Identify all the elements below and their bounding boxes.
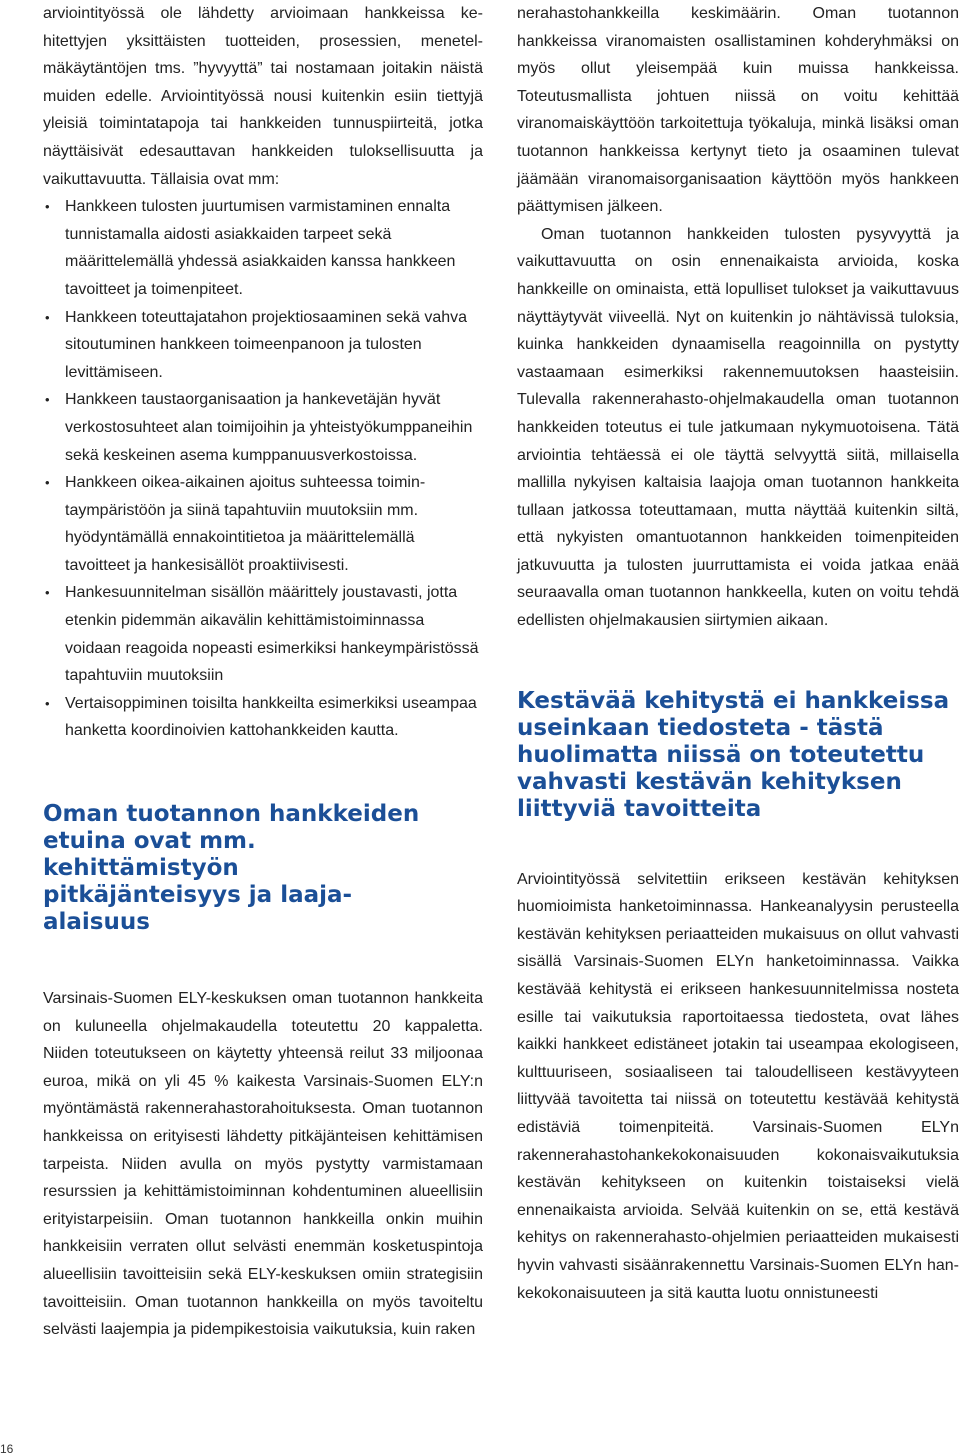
list-item: • Hankkeen tulosten juurtumisen varmistaminen ennalta tunnistamalla aidosti asiakkaiden tarpeet sekä määrittelemällä yhdessä asiakkaiden kanssa hankkeen tavoitteet ja toimenpiteet. <box>43 193 483 303</box>
list-item: • Hankkeen toteuttajatahon projektiosaaminen sekä vahva sitoutuminen hankkeen toimeenpanoon ja tulosten levittämiseen. <box>43 304 483 387</box>
section-heading: Kestävää kehitystä ei hankkeissa useinkaan tiedosteta - tästä huolimatta niissä on toteutettu vahvasti kestävän kehityksen liittyviä tavoitteita <box>517 687 950 822</box>
body-paragraph: Oman tuotannon hankkeiden tulosten pysyvyyttä ja vaikuttavuutta on osin ennenaikaista arvioida, koska hankkeille on ominaista, että lopulliset tulokset ja vaikuttavuus näyttäytyvät viiveellä. Nyt on kuitenkin jo nähtävissä tuloksia, kuinka hankkeiden dynaamisella reagoinnilla on pystytty vastaamaan esimerkiksi rakennemuutoksen haasteisiin. Tulevalla rakennerahasto-ohjelmakaudella oman tuotannon hankkeiden toteutus ei tule jatkumaan nykymuotoisena. Tätä arviointia tehtäessä ei ole täyttä selvyyttä siitä, millaisella mallilla nykyisen kaltaisia laajoja oman tuotannon hankkeita tullaan jatkossa toteuttamaan, mutta näyttää kuitenkin siltä, että nykyisten omantuotannon hankkeiden toimenpiteiden jatkuvuutta ja tulosten juurruttamista ei voida jatkaa enää seuraavalla oman tuotannon hankkeella, kuten on voitu tehdä edellisten ohjelmakausien siirtymien aikaan. <box>517 225 959 630</box>
body-paragraph: Arviointityössä selvitettiin erikseen kestävän kehityksen huomioimista hanketoiminnassa. Hankeanalyysin perusteella kestävän kehityksen periaatteiden mukaisuus on ollut vahvasti sisällä Varsinais-Suomen ELYn hanketoiminnassa. Vaikka kestävää kehitystä ei erikseen hankesuunnitelmissa nosteta esille tai vaikutuksia raportoitaessa tiedosteta, ovat lähes kaikki hankkeet edistäneet jotakin tai useampaa ekologiseen, kulttuuriseen, sosiaaliseen tai taloudelliseen kestävyyteen liittyvää tavoitetta tai niissä on toteutettu kestävää kehitystä edistäviä toimenpiteitä. Varsinais-Suomen ELYn rakennerahastohankekokonaisuuden kokonaisvaikutuksia kestävän kehitykseen on kuitenkin toistaiseksi vielä ennenaikaista arvioida. Selvää kuitenkin on se, että kestävä kehitys on rakennerahasto-ohjelmien periaatteiden mukaisesti hyvin vahvasti sisäänrakennettu Varsinais-Suomen ELYn hankekokonaisuuteen ja sitä kautta luotu onnistuneesti <box>517 870 959 1302</box>
section-heading: Oman tuotannon hankkeiden etuina ovat mm. kehittämistyön pitkäjänteisyys ja laaja-alaisuus <box>43 801 420 936</box>
body-paragraph: Varsinais-Suomen ELY-keskuksen oman tuotannon hankkeita on kuluneella ohjelmakaudella toteutettu 20 kappaletta. Niiden toteutukseen on käytetty yhteensä reilut 33 miljoonaa euroa, mikä on yli 45 % kaikesta Varsinais-Suomen ELY:n myöntämästä rakennerahastorahoituksesta. Oman tuotannon hankkeissa on erityisesti lähdetty pitkäjänteisen kehittämisen tarpeista. Niiden avulla on myös pystytty varmistamaan resurssien ja kehittämistoiminnan kohdentuminen alueellisiin erityistarpeisiin. Oman tuotannon hankkeilla onkin muihin hankkeisiin verraten ollut selvästi enemmän kosketuspintoja alueellisiin tavoitteisiin sekä ELY-keskuksen omiin strategisiin tavoitteisiin. Oman tuotannon hankkeilla on myös tavoiteltu selvästi laajempia ja pidempikestoisia vaikutuksia, kuin raken <box>43 990 483 1339</box>
list-item: • Hankkeen taustaorganisaation ja hankevetäjän hyvät verkostosuhteet alan toimijoihin ja yhteistyökumppaneihin sekä keskeinen asema kumppanuusverkostoissa. <box>43 386 483 469</box>
list-item: • Vertaisoppiminen toisilta hankkeilta esimerkiksi useampaa hanketta koordinoivien kattohankkeiden kautta. <box>43 690 483 745</box>
body-paragraph: nerahastohankkeilla keskimäärin. Oman tuotannon hankkeissa viranomaisten osallistaminen kohderyhmäksi on myös ollut yleisempää kuin muissa hankkeissa. Toteutusmallista johtuen niissä on voitu kehittää viranomaiskäyttöön tarkoitettuja työkaluja, minkä lisäksi oman tuotannon hankkeissa kertynyt tieto ja osaaminen tulevat jäämään viranomaisorganisaation käyttöön myös hankkeen päättymisen jälkeen. <box>517 5 959 216</box>
left-column <box>43 0 483 1344</box>
list-item: • Hankkeen oikea-aikainen ajoitus suhteessa toimintaympäristöön ja siinä tapahtuviin muutoksiin mm. hyödyntämällä ennakointitietoa ja määrittelemällä tavoitteet ja hankesisällöt proaktiivisesti. <box>43 469 483 579</box>
page-number: 16 <box>0 1442 14 1456</box>
intro-paragraph: arviointityössä ole lähdetty arvioimaan hankkeissa kehitettyjen yksittäisten tuotteiden, prosessien, menetelmäkäytäntöjen tms. ”hyvyyttä” tai nostamaan joitakin näistä muiden edelle. Arviointityössä nousi kuitenkin esiin tiettyjä yleisiä toimintatapoja tai hankkeiden tunnuspiirteitä, jotka näyttäisivät edesauttavan hankkeiden tuloksellisuutta ja vaikuttavuutta. Tällaisia ovat mm: <box>43 5 483 188</box>
list-item: • Hankesuunnitelman sisällön määrittely joustavasti, jotta etenkin pidemmän aikavälin kehittämistoiminnassa voidaan reagoida nopeasti esimerkiksi hankeympäristössä tapahtuviin muutoksiin <box>43 579 483 689</box>
right-column <box>517 0 959 1307</box>
success-factors-list <box>43 193 483 745</box>
